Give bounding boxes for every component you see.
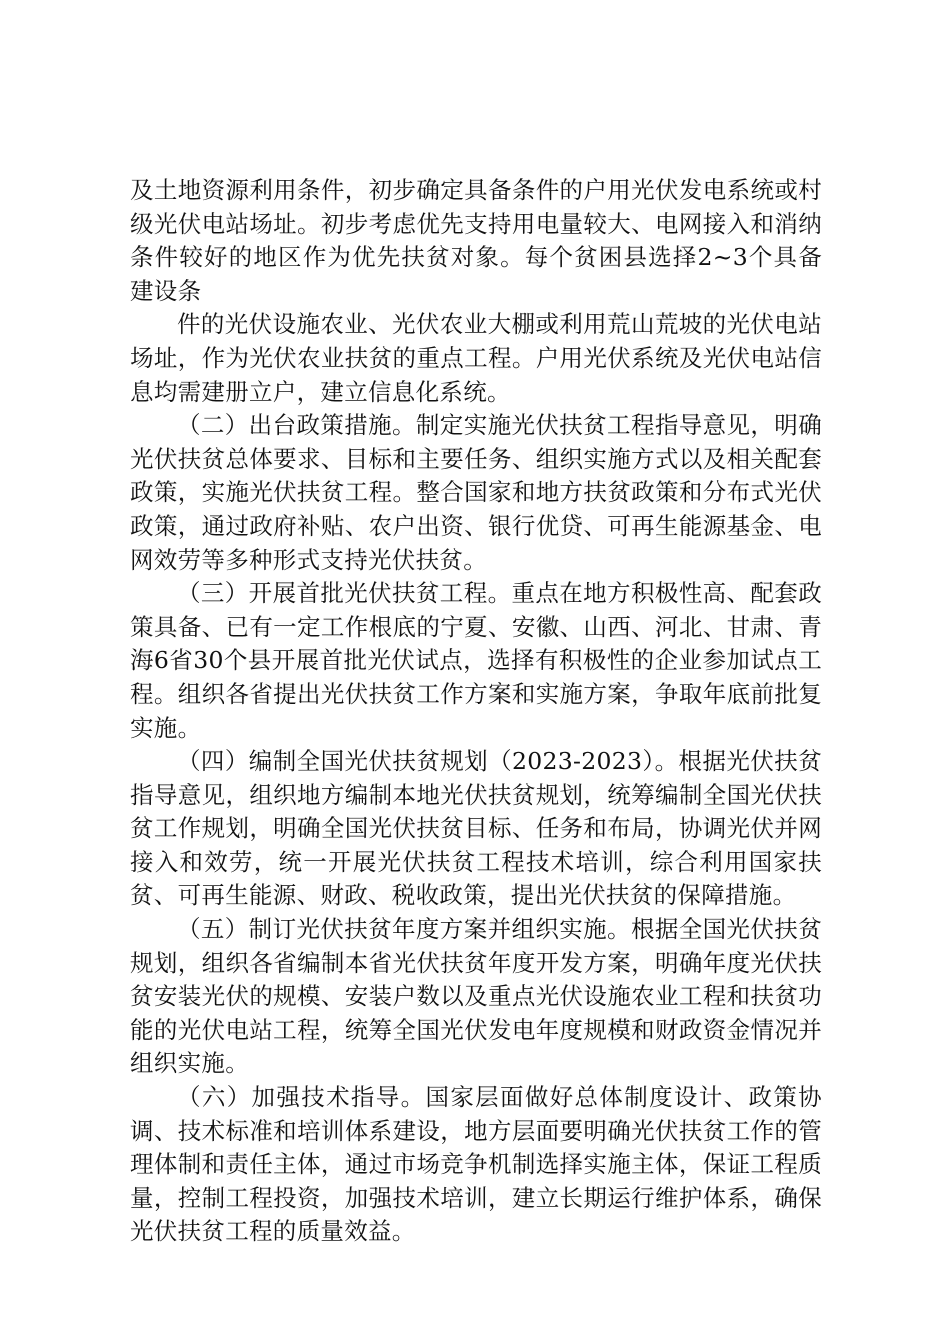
paragraph-first-batch: （三）开展首批光伏扶贫工程。重点在地方积极性高、配套政策具备、已有一定工作根底的宁夏、安徽、山西、河北、甘肃、青海6省30个县开展首批光伏试点，选择有积极性的企业参加试点工程。组织各省提出光伏扶贫工作方案和实施方案，争取年底前批复实施。 [130, 579, 822, 742]
paragraph-national-plan: （四）编制全国光伏扶贫规划（2023-2023）。根据光伏扶贫指导意见，组织地方编制本地光伏扶贫规划，统筹编制全国光伏扶贫工作规划，明确全国光伏扶贫目标、任务和布局，协调光伏并网接入和效劳，统一开展光伏扶贫工程技术培训，综合利用国家扶贫、可再生能源、财政、税收政策，提出光伏扶贫的保障措施。 [130, 747, 822, 910]
paragraph-continuation: 及土地资源利用条件，初步确定具备条件的户用光伏发电系统或村级光伏电站场址。初步考虑优先支持用电量较大、电网接入和消纳条件较好的地区作为优先扶贫对象。每个贫困县选择2~3个具备建设条 [130, 176, 822, 305]
document-body [130, 174, 822, 1249]
paragraph-site-selection: 件的光伏设施农业、光伏农业大棚或利用荒山荒坡的光伏电站场址，作为光伏农业扶贫的重点工程。户用光伏系统及光伏电站信息均需建册立户，建立信息化系统。 [130, 310, 822, 406]
paragraph-policy-measures: （二）出台政策措施。制定实施光伏扶贫工程指导意见，明确光伏扶贫总体要求、目标和主要任务、组织实施方式以及相关配套政策，实施光伏扶贫工程。整合国家和地方扶贫政策和分布式光伏政策，通过政府补贴、农户出资、银行优贷、可再生能源基金、电网效劳等多种形式支持光伏扶贫。 [130, 411, 822, 574]
paragraph-technical-guidance: （六）加强技术指导。国家层面做好总体制度设计、政策协调、技术标准和培训体系建设，地方层面要明确光伏扶贫工作的管理体制和责任主体，通过市场竞争机制选择实施主体，保证工程质量，控制工程投资，加强技术培训，建立长期运行维护体系，确保光伏扶贫工程的质量效益。 [130, 1083, 822, 1246]
paragraph-annual-plan: （五）制订光伏扶贫年度方案并组织实施。根据全国光伏扶贫规划，组织各省编制本省光伏扶贫年度开发方案，明确年度光伏扶贫安装光伏的规模、安装户数以及重点光伏设施农业工程和扶贫功能的光伏电站工程，统筹全国光伏发电年度规模和财政资金情况并组织实施。 [130, 915, 822, 1078]
